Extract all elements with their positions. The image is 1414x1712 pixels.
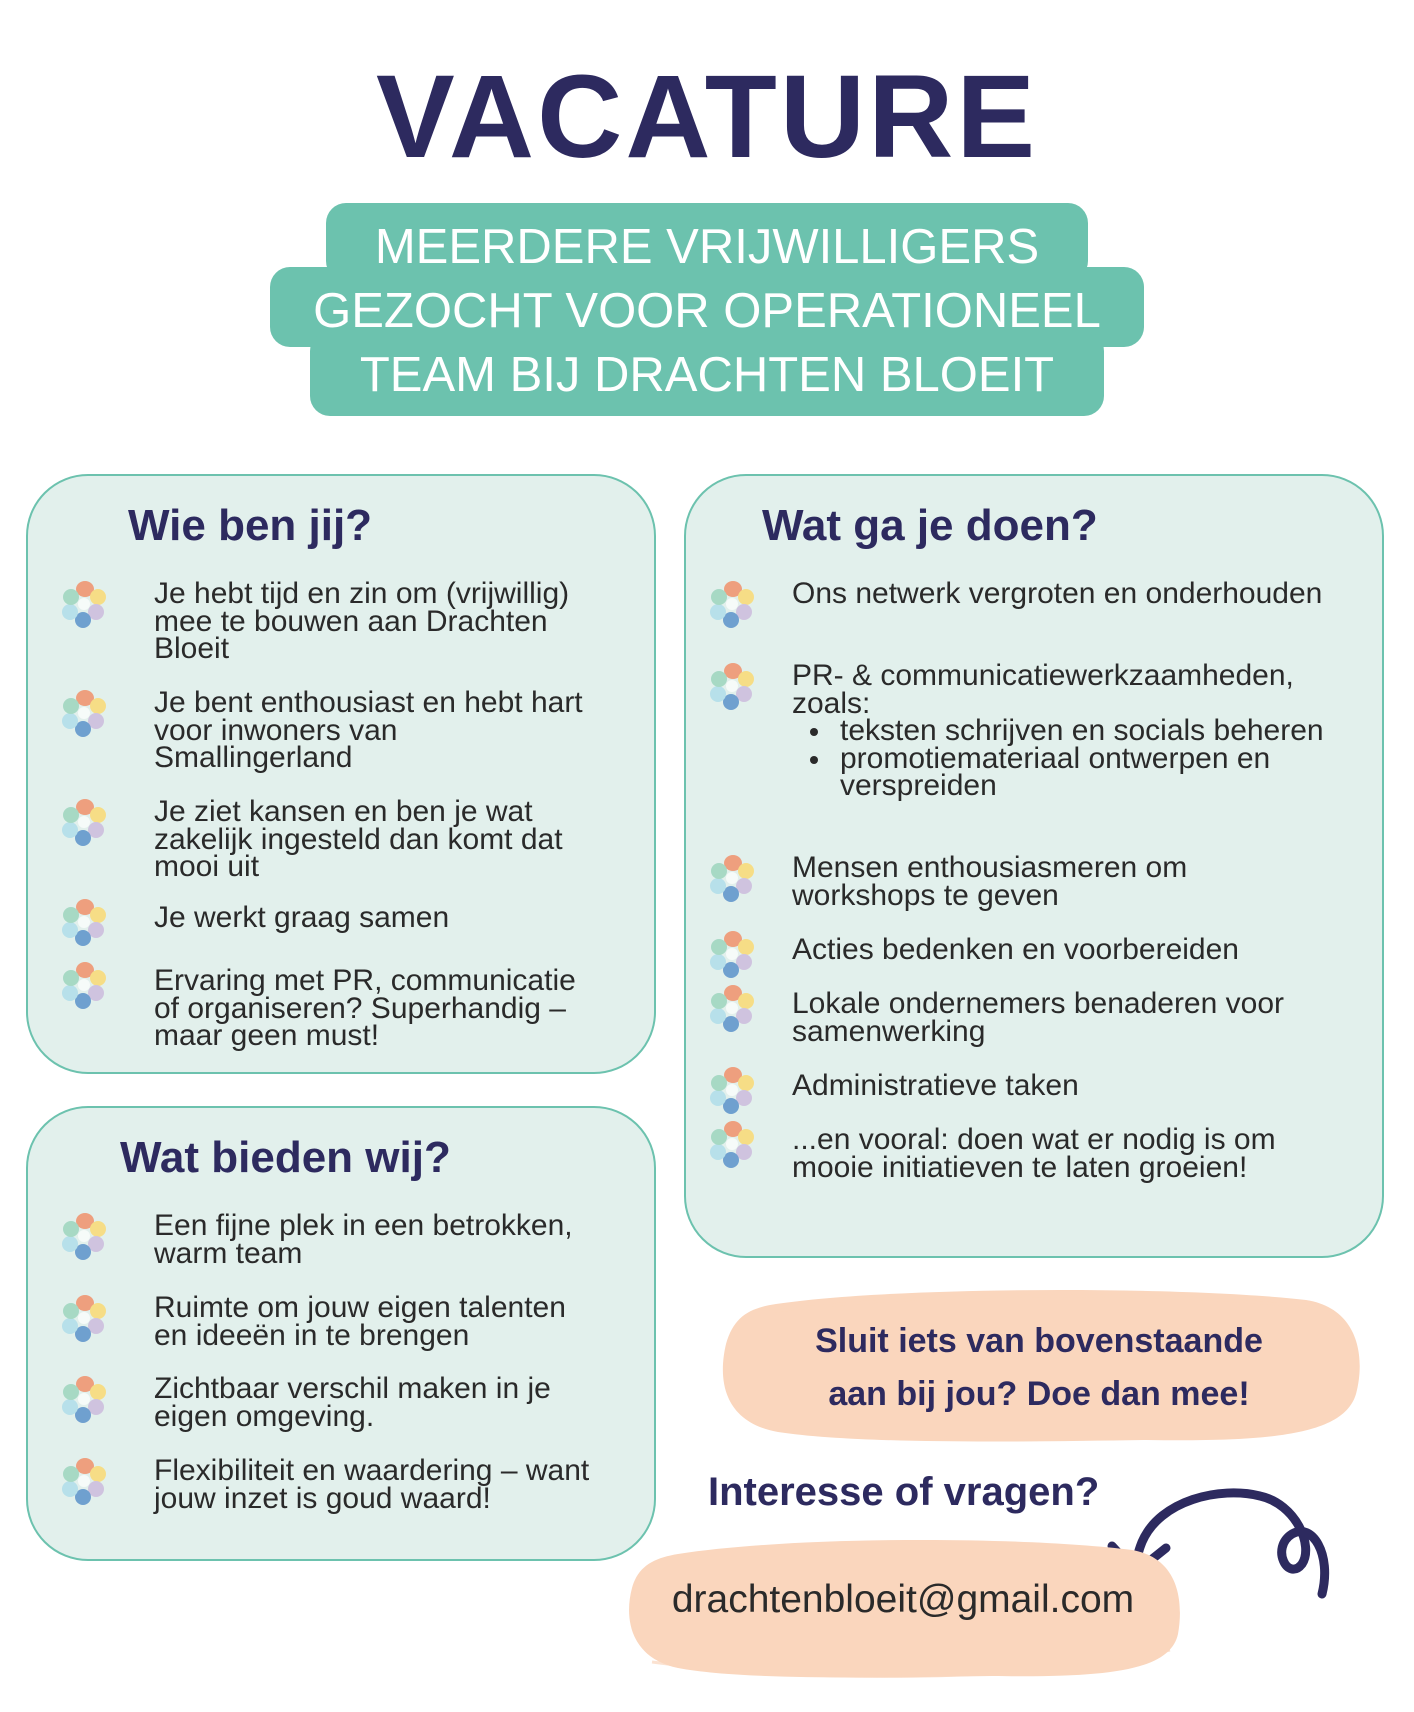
flower-petals-icon xyxy=(60,1457,108,1507)
tasks-heading: Wat ga je doen? xyxy=(762,501,1098,550)
flower-petals-icon xyxy=(60,580,108,630)
subtitle-line-3: TEAM BIJ DRACHTEN BLOEIT xyxy=(359,348,1055,402)
flower-petals-icon xyxy=(60,1375,108,1425)
subtitle-banner xyxy=(270,203,1144,416)
who-item: Je ziet kansen en ben je wat zakelijk ingesteld dan komt dat mooi uit xyxy=(60,798,600,881)
flower-petals-icon xyxy=(708,854,756,904)
flower-petals-icon xyxy=(708,580,756,630)
flower-petals-icon xyxy=(60,689,108,739)
flower-petals-icon xyxy=(60,1212,108,1262)
offer-item: Ruimte om jouw eigen talenten en ideeën in te brengen xyxy=(60,1294,600,1349)
task-item: ...en vooral: doen wat er nodig is om mooie initiatieven te laten groeien! xyxy=(708,1126,1348,1181)
task-item: Mensen enthousiasmeren om workshops te geven xyxy=(708,854,1348,909)
email-callout xyxy=(622,1530,1184,1680)
who-item: Je werkt graag samen xyxy=(60,904,600,932)
tasks-panel xyxy=(684,474,1384,1258)
flower-petals-icon xyxy=(60,1294,108,1344)
cta-callout xyxy=(716,1282,1362,1447)
task-item: Acties bedenken en voorbereiden xyxy=(708,936,1348,964)
offer-panel xyxy=(26,1106,656,1561)
flower-petals-icon xyxy=(60,798,108,848)
who-item: Je hebt tijd en zin om (vrijwillig) mee te bouwen aan Drachten Bloeit xyxy=(60,580,600,663)
flower-petals-icon xyxy=(60,961,108,1011)
offer-item: Zichtbaar verschil maken in je eigen omgeving. xyxy=(60,1375,600,1430)
who-item: Ervaring met PR, communicatie of organiseren? Superhandig – maar geen must! xyxy=(60,967,600,1050)
flower-petals-icon xyxy=(708,930,756,980)
subtitle-line-2: GEZOCHT VOOR OPERATIONEEL xyxy=(313,284,1101,338)
subtitle-line-1: MEERDERE VRIJWILLIGERS xyxy=(374,220,1040,274)
task-item: Administratieve taken xyxy=(708,1072,1348,1100)
task-item: PR- & communicatiewerkzaamheden, zoals: teksten schrijven en socials beheren promotiemateriaal ontwerpen en verspreiden xyxy=(708,662,1358,800)
page-title: VACATURE xyxy=(375,51,1039,183)
cta-text: Sluit iets van bovenstaande aan bij jou? Doe dan mee! xyxy=(815,1322,1263,1413)
who-heading: Wie ben jij? xyxy=(128,501,373,550)
offer-heading: Wat bieden wij? xyxy=(120,1133,451,1182)
who-item: Je bent enthousiast en hebt hart voor inwoners van Smallingerland xyxy=(60,689,600,772)
contact-question: Interesse of vragen? xyxy=(708,1470,1100,1514)
offer-item: Een fijne plek in een betrokken, warm team xyxy=(60,1212,600,1267)
contact-email[interactable]: drachtenbloeit@gmail.com xyxy=(671,1578,1135,1621)
offer-item: Flexibiliteit en waardering – want jouw inzet is goud waard! xyxy=(60,1457,600,1512)
task-subitem: teksten schrijven en socials beheren xyxy=(840,717,1360,745)
task-subitem: promotiemateriaal ontwerpen en verspreiden xyxy=(840,745,1360,800)
task-item: Ons netwerk vergroten en onderhouden xyxy=(708,580,1348,608)
flower-petals-icon xyxy=(60,898,108,948)
who-panel xyxy=(26,474,656,1074)
flower-petals-icon xyxy=(708,984,756,1034)
task-sublist xyxy=(792,714,1360,802)
flower-petals-icon xyxy=(708,1120,756,1170)
task-item: Lokale ondernemers benaderen voor samenwerking xyxy=(708,990,1348,1045)
flower-petals-icon xyxy=(708,1066,756,1116)
flower-petals-icon xyxy=(708,662,756,712)
